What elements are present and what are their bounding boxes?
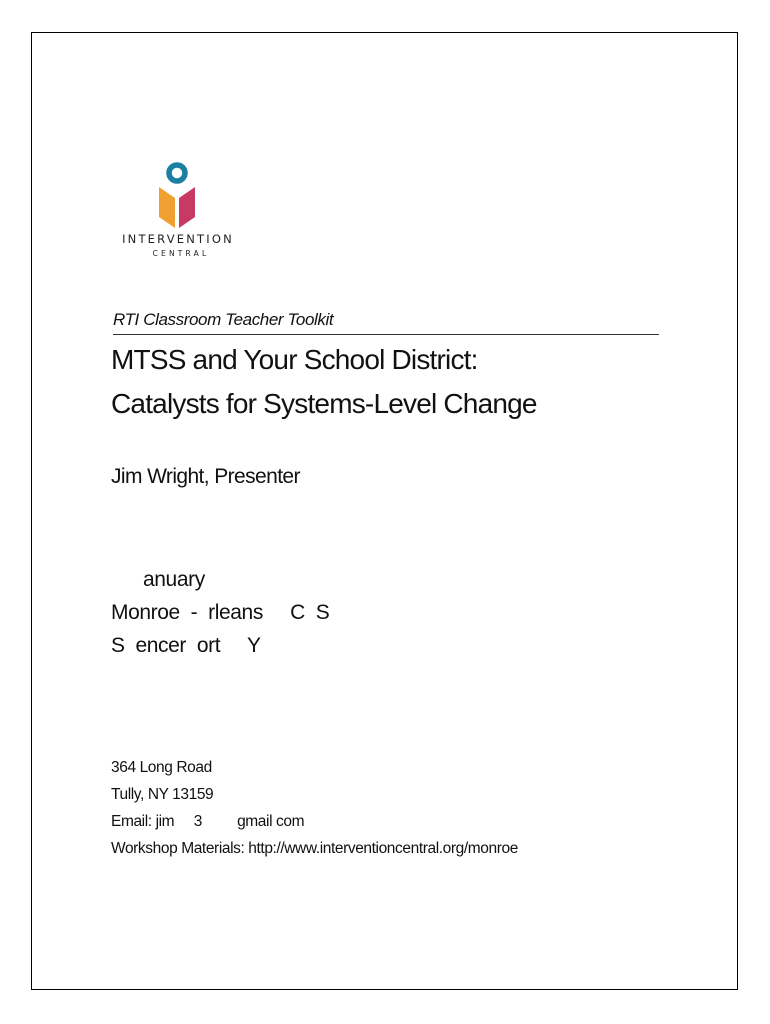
presenter-name: Jim Wright, Presenter [111, 465, 300, 488]
workshop-materials-link[interactable]: Workshop Materials: http://www.interventioncentral.org/monroe [111, 840, 518, 857]
intervention-central-logo [108, 160, 248, 260]
address-city: Tully, NY 13159 [111, 786, 214, 803]
title-line-2: Catalysts for Systems-Level Change [111, 388, 537, 419]
logo-subtitle: CENTRAL [152, 249, 210, 258]
title-line-1: MTSS and Your School District: [111, 344, 478, 375]
contact-email: Email: jim 3 gmail com [111, 813, 305, 830]
title-divider [113, 334, 659, 335]
event-location-district: Monroe - rleans C S [111, 601, 330, 624]
event-location-town: S encer ort Y [111, 634, 261, 657]
address-street: 364 Long Road [111, 759, 212, 776]
logo-wordmark: INTERVENTION [122, 232, 234, 246]
toolkit-label: RTI Classroom Teacher Toolkit [113, 310, 334, 329]
logo-mark-icon [156, 160, 200, 230]
event-date: anuary [143, 568, 205, 591]
document-title [111, 338, 537, 426]
